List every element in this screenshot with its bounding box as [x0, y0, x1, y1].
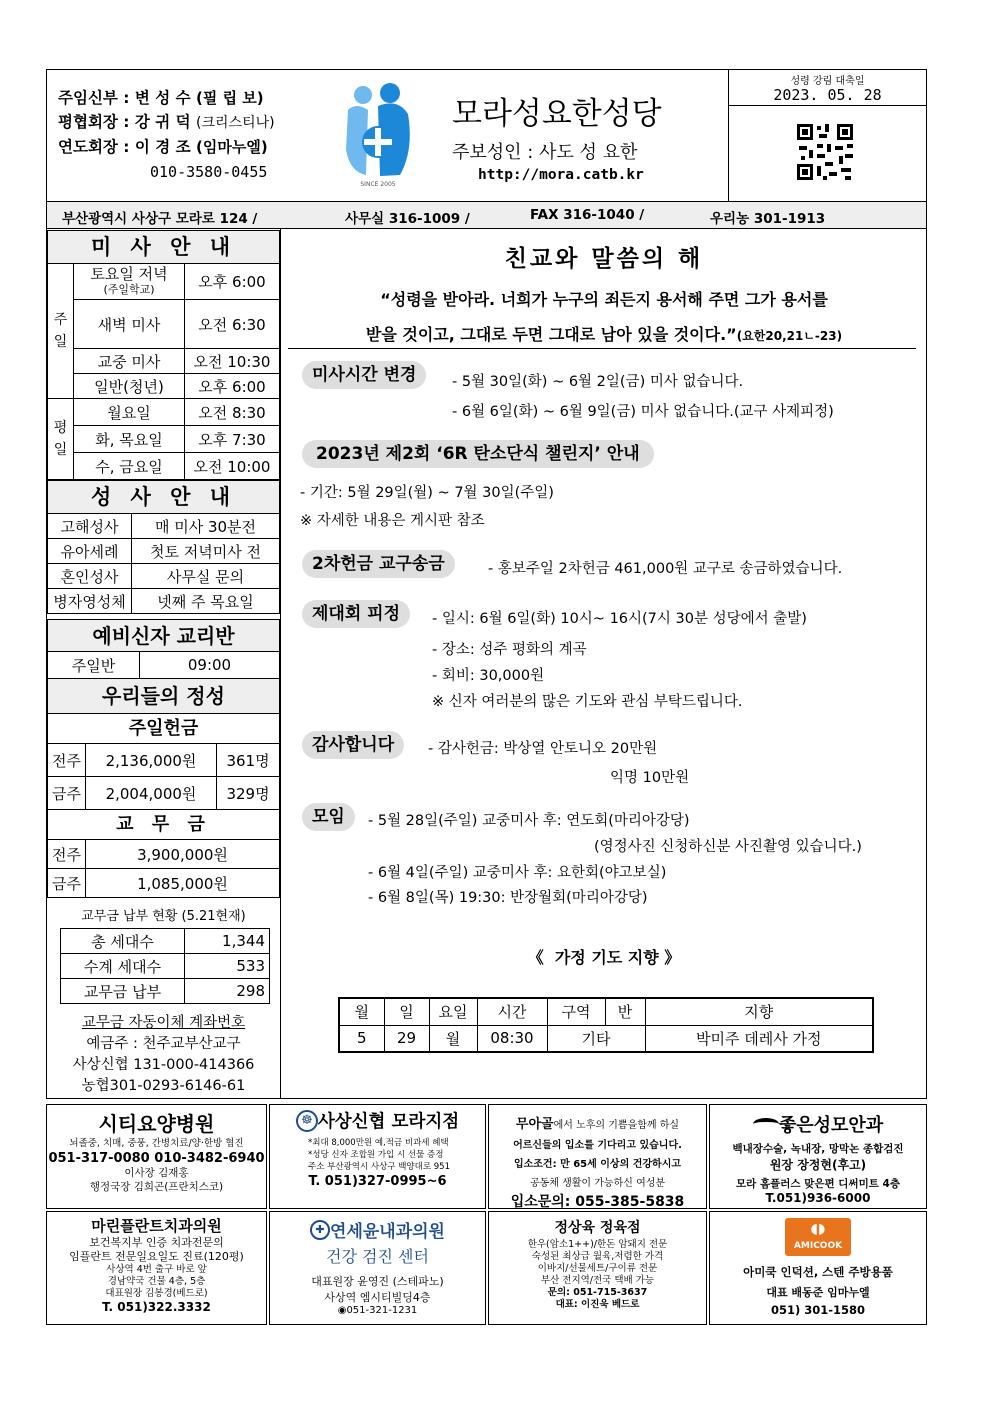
account-1: 사상신협 131-000-414366: [72, 1057, 255, 1073]
ad-line: 숙성된 최상급 월육,저렴한 가격: [531, 1251, 664, 1262]
notice-line: - 6월 4일(주일) 교중미사 후: 요한회(야고보실): [368, 865, 667, 881]
ad-line: T.051)936-6000: [765, 1191, 871, 1205]
ad-city-hospital: [46, 1104, 267, 1209]
offering-amount: 2,004,000원: [86, 777, 217, 810]
ad-line: 입소문의: 055-385-5838: [510, 1194, 685, 1209]
church-name: 모라성요한성당: [452, 96, 662, 132]
ad-title-row: ☸ 사상신협 모라지점: [270, 1108, 485, 1133]
ad-line: *성당 신자 조합원 가입 시 선물 증정: [308, 1150, 444, 1160]
mass-name: 월요일: [74, 399, 185, 426]
mass-time: 오전 10:30: [185, 349, 280, 374]
notice-line: - 장소: 성주 평화의 계곡: [432, 642, 587, 658]
offering-label: 금주: [48, 777, 86, 810]
notice-line: - 기간: 5월 29일(월) ~ 7월 30일(주일): [300, 485, 554, 501]
notice-line: - 일시: 6월 6일(화) 10시~ 16시(7시 30분 성당에서 출발): [432, 611, 807, 627]
office-phone: 사무실 316-1009 /: [345, 211, 470, 227]
ad-amicook: [709, 1211, 927, 1325]
prayer-header: 요일: [429, 998, 477, 1025]
status-value: 533: [185, 954, 270, 979]
ad-line: 어르신들의 입소를 기다리고 있습니다.: [513, 1140, 682, 1151]
ad-credit-union: [269, 1104, 486, 1209]
notice-line: - 6월 6일(화) ~ 6월 9일(금) 미사 없습니다.(교구 사제피정): [452, 404, 834, 420]
address-text: 부산광역시 사상구 모라로 124 /: [62, 211, 258, 227]
ad-subtitle: 건강 검진 센터: [326, 1247, 429, 1266]
notice-title-mass-change: 미사시간 변경: [302, 361, 426, 389]
logo-since-text: SINCE 2005: [360, 181, 396, 188]
prayer-header: 구역: [547, 998, 605, 1025]
ad-butcher: [488, 1211, 707, 1325]
offering-count: 361명: [217, 744, 280, 777]
tithe-label: 전주: [48, 840, 86, 869]
scripture-divider: [288, 348, 916, 349]
ad-eye-clinic: [709, 1104, 927, 1209]
prayer-cell: 기타: [547, 1025, 645, 1052]
sacrament-value: 첫토 저녁미사 전: [132, 539, 280, 564]
ad-line: 이사장 김재홍: [124, 1167, 189, 1179]
catechumen-table: [47, 651, 280, 679]
main-column: [281, 229, 927, 1099]
notice-line: - 6월 8일(목) 19:30: 반장월회(마리아강당): [368, 890, 648, 906]
ad-line: 한우(암소1++)/한돈 암돼지 전문: [527, 1239, 668, 1250]
ad-line: T. 051)322.3332: [102, 1300, 211, 1314]
sacrament-name: 혼인성사: [48, 564, 132, 589]
date-underline: [728, 105, 927, 106]
mass-time: 오후 6:00: [185, 264, 280, 300]
notice-line: (영정사진 신청하신분 사진촬영 있습니다.): [594, 839, 862, 855]
amicook-logo: [785, 1218, 851, 1256]
ad-line: 행정국장 김희곤(프란치스코): [89, 1181, 224, 1193]
notice-line: - 감사헌금: 박상열 안토니오 20만원: [428, 741, 658, 757]
ad-line: 대표원장 김봉경(베드로): [105, 1288, 208, 1299]
sacrament-name: 병자영성체: [48, 589, 132, 614]
tithe-status-table: [60, 928, 270, 1004]
sacrament-table: [47, 513, 280, 614]
ad-line: T. 051)327-0995~6: [308, 1174, 447, 1189]
ad-title: 시티요양병원: [98, 1112, 215, 1136]
depositor: 예금주 : 천주교부산교구: [86, 1036, 241, 1052]
mass-time: 오전 10:00: [185, 453, 280, 480]
ad-nursing-home: [488, 1104, 707, 1209]
sacrament-value: 사무실 문의: [132, 564, 280, 589]
ad-line: 대표 배동준 임마누엘: [766, 1286, 870, 1299]
church-logo: [338, 80, 418, 190]
ad-line: 경남약국 건물 4층, 5층: [107, 1276, 206, 1287]
catechumen-label: 주일반: [48, 652, 140, 679]
sacrament-value: 매 미사 30분전: [132, 514, 280, 539]
mass-name: 토요일 저녁 (주일학교): [74, 264, 185, 300]
amicook-logo-text: AMICOOK: [793, 1241, 843, 1251]
prayer-header: 반: [605, 998, 645, 1025]
ad-line: 입소조건: 만 65세 이상의 건강하시고: [513, 1159, 682, 1170]
prayer-header: 월: [339, 998, 384, 1025]
staff-row: 연도회장 : 이 경 조 (임마누엘): [58, 138, 268, 156]
catechumen-time: 09:00: [140, 652, 280, 679]
ad-line: 051-317-0080 010-3482-6940: [48, 1151, 265, 1166]
auto-transfer-title: 교무금 자동이체 계좌번호: [81, 1015, 246, 1031]
sunday-offering-title: 주일헌금: [47, 713, 280, 743]
fax-number: FAX 316-1040 /: [530, 207, 645, 223]
ad-line: 사상역 엠시티빌딩4층: [324, 1291, 431, 1304]
notice-line: - 회비: 30,000원: [432, 668, 545, 684]
tithe-status-title: 교무금 납부 현황 (5.21현재): [81, 909, 246, 924]
qr-code: [795, 122, 855, 182]
ad-line: 공동체 생활이 가능하신 여성분: [529, 1178, 666, 1189]
sacrament-name: 유아세례: [48, 539, 132, 564]
mass-time: 오후 7:30: [185, 426, 280, 453]
prayer-header: 지향: [645, 998, 873, 1025]
ad-title-row: 좋은성모안과: [710, 1111, 926, 1137]
offering-amount: 2,136,000원: [86, 744, 217, 777]
tithe-label: 금주: [48, 869, 86, 898]
prayer-header: 일: [384, 998, 429, 1025]
prayer-cell: 박미주 데레사 가정: [645, 1025, 873, 1052]
status-label: 수계 세대수: [61, 954, 185, 979]
ad-line: 임플란트 전문일요일도 진료(120평): [69, 1250, 244, 1263]
zip-code: 우리농 301-1913: [710, 211, 826, 227]
prayer-cell: 5: [339, 1025, 384, 1052]
ad-line: 백내장수술, 녹내장, 망막논 종합검진: [732, 1143, 904, 1155]
catechumen-title: 예비신자 교리반: [47, 619, 280, 651]
prayer-cell: 29: [384, 1025, 429, 1052]
tithe-table: [47, 839, 280, 898]
prayer-table: [338, 997, 874, 1053]
prayer-cell: 08:30: [477, 1025, 547, 1052]
tithe-amount: 1,085,000원: [86, 869, 280, 898]
ad-line: 051) 301-1580: [770, 1303, 866, 1317]
offering-title: 우리들의 정성: [47, 678, 280, 713]
ad-line: 이바지/선물세트/구이류 전문: [537, 1263, 658, 1274]
status-label: 교무금 납부: [61, 979, 185, 1004]
ad-line: *최대 8,000만원 예,적금 비과세 혜택: [308, 1138, 449, 1148]
credit-union-icon: ☸: [296, 1110, 318, 1132]
ad-line: 무아골에서 노후의 기쁨을함께 하실: [515, 1117, 680, 1132]
notice-line: ※ 신자 여러분의 많은 기도와 관심 부탁드립니다.: [432, 694, 743, 710]
notice-line: ※ 자세한 내용은 게시판 참조: [300, 513, 485, 529]
phone-number: 010-3580-0455: [150, 163, 268, 181]
patron-saint: 주보성인 : 사도 성 요한: [452, 142, 638, 163]
ad-line: 문의: 051-715-3637: [547, 1287, 648, 1298]
notice-title-challenge: 2023년 제2회 ‘6R 탄소단식 챌린지’ 안내: [302, 440, 654, 468]
notice-line: 익명 10만원: [610, 770, 690, 786]
sacrament-title: 성 사 안 내: [47, 480, 280, 513]
prayer-header: 시간: [477, 998, 547, 1025]
mass-name: 화, 목요일: [74, 426, 185, 453]
ad-line: 뇌졸중, 치매, 중풍, 간병치료/양·한방 협진: [69, 1138, 244, 1149]
amicook-logo-icon: ◖◗: [810, 1221, 826, 1237]
ad-title: 정상육 정육점: [554, 1220, 641, 1236]
notice-title-meeting: 모임: [302, 803, 355, 831]
ad-line: 보건복지부 인증 치과전문의: [89, 1236, 224, 1249]
prayer-title: 《 가정 기도 지향 》: [527, 948, 681, 967]
notice-line: - 5월 30일(화) ~ 6월 2일(금) 미사 없습니다.: [452, 374, 744, 390]
mass-title: 미 사 안 내: [47, 230, 280, 263]
scripture-line-2: 받을 것이고, 그대로 두면 그대로 남아 있을 것이다.”(요한20,21ㄴ-23): [365, 325, 843, 344]
tithe-title: 교 무 금: [47, 809, 280, 839]
offering-label: 전주: [48, 744, 86, 777]
weekday-label: 평 일: [48, 399, 74, 480]
notice-line: - 5월 28일(주일) 교중미사 후: 연도회(마리아강당): [368, 813, 690, 829]
mass-name: 일반(청년): [74, 374, 185, 399]
sunday-offering-table: [47, 743, 280, 810]
ad-line: 대표: 이진욱 베드로: [555, 1299, 640, 1310]
offering-count: 329명: [217, 777, 280, 810]
ad-line: 주소 부산광역시 사상구 백양대로 951: [308, 1162, 450, 1172]
eye-icon: [753, 1118, 779, 1130]
ad-line: 모라 홈플러스 맞은편 디써미트 4층: [736, 1178, 900, 1190]
mass-table: [47, 263, 280, 480]
clinic-icon: ✚: [310, 1220, 330, 1240]
liturgy-name: 성령 강림 대축일: [790, 76, 865, 87]
ad-line: 아미쿡 인덕션, 스텐 주방용품: [743, 1265, 893, 1279]
mass-name: 새벽 미사: [74, 300, 185, 349]
bulletin-date: 2023. 05. 28: [773, 86, 882, 104]
notice-title-second-collection: 2차헌금 교구송금: [302, 550, 455, 578]
staff-list: [58, 86, 275, 159]
phone-icon: ◉: [337, 1305, 347, 1316]
sacrament-value: 넷째 주 목요일: [132, 589, 280, 614]
account-2: 농협301-0293-6146-61: [81, 1078, 246, 1094]
ad-line: 원장 장정현(후고): [769, 1158, 867, 1172]
ad-title: 마린플란트치과의원: [91, 1217, 222, 1235]
status-value: 1,344: [185, 929, 270, 954]
ad-line: ◉051-321-1231: [337, 1305, 418, 1316]
ad-internal-medicine: [269, 1211, 486, 1325]
prayer-cell: 월: [429, 1025, 477, 1052]
ad-line: 부산 전지역/전국 택배 가능: [540, 1275, 655, 1286]
status-value: 298: [185, 979, 270, 1004]
mass-name: 수, 금요일: [74, 453, 185, 480]
status-label: 총 세대수: [61, 929, 185, 954]
tithe-amount: 3,900,000원: [86, 840, 280, 869]
mass-time: 오후 6:00: [185, 374, 280, 399]
website-url[interactable]: http://mora.catb.kr: [478, 167, 644, 183]
notice-title-retreat: 제대회 피정: [302, 600, 410, 628]
notice-title-thanks: 감사합니다: [302, 731, 404, 759]
mass-name: 교중 미사: [74, 349, 185, 374]
scripture-line-1: “성령을 받아라. 너희가 누구의 죄든지 용서해 주면 그가 용서를: [380, 290, 828, 309]
ad-line: 사상역 4번 출구 바로 앞: [106, 1264, 207, 1275]
notice-line: - 홍보주일 2차헌금 461,000원 교구로 송금하였습니다.: [488, 561, 843, 577]
ad-dental: [46, 1211, 267, 1325]
ad-line: 대표원장 윤영진 (스테파노): [311, 1275, 444, 1288]
mass-time: 오전 6:30: [185, 300, 280, 349]
year-title: 친교와 말씀의 해: [504, 245, 704, 272]
ad-title-row: ✚ 연세윤내과의원: [270, 1217, 485, 1242]
staff-row: 평협회장 : 강 귀 덕 (크리스티나): [58, 113, 275, 131]
staff-row: 주임신부 : 변 성 수 (필 립 보): [58, 89, 264, 107]
mass-time: 오전 8:30: [185, 399, 280, 426]
sacrament-name: 고해성사: [48, 514, 132, 539]
sunday-label: 주 일: [48, 264, 74, 399]
